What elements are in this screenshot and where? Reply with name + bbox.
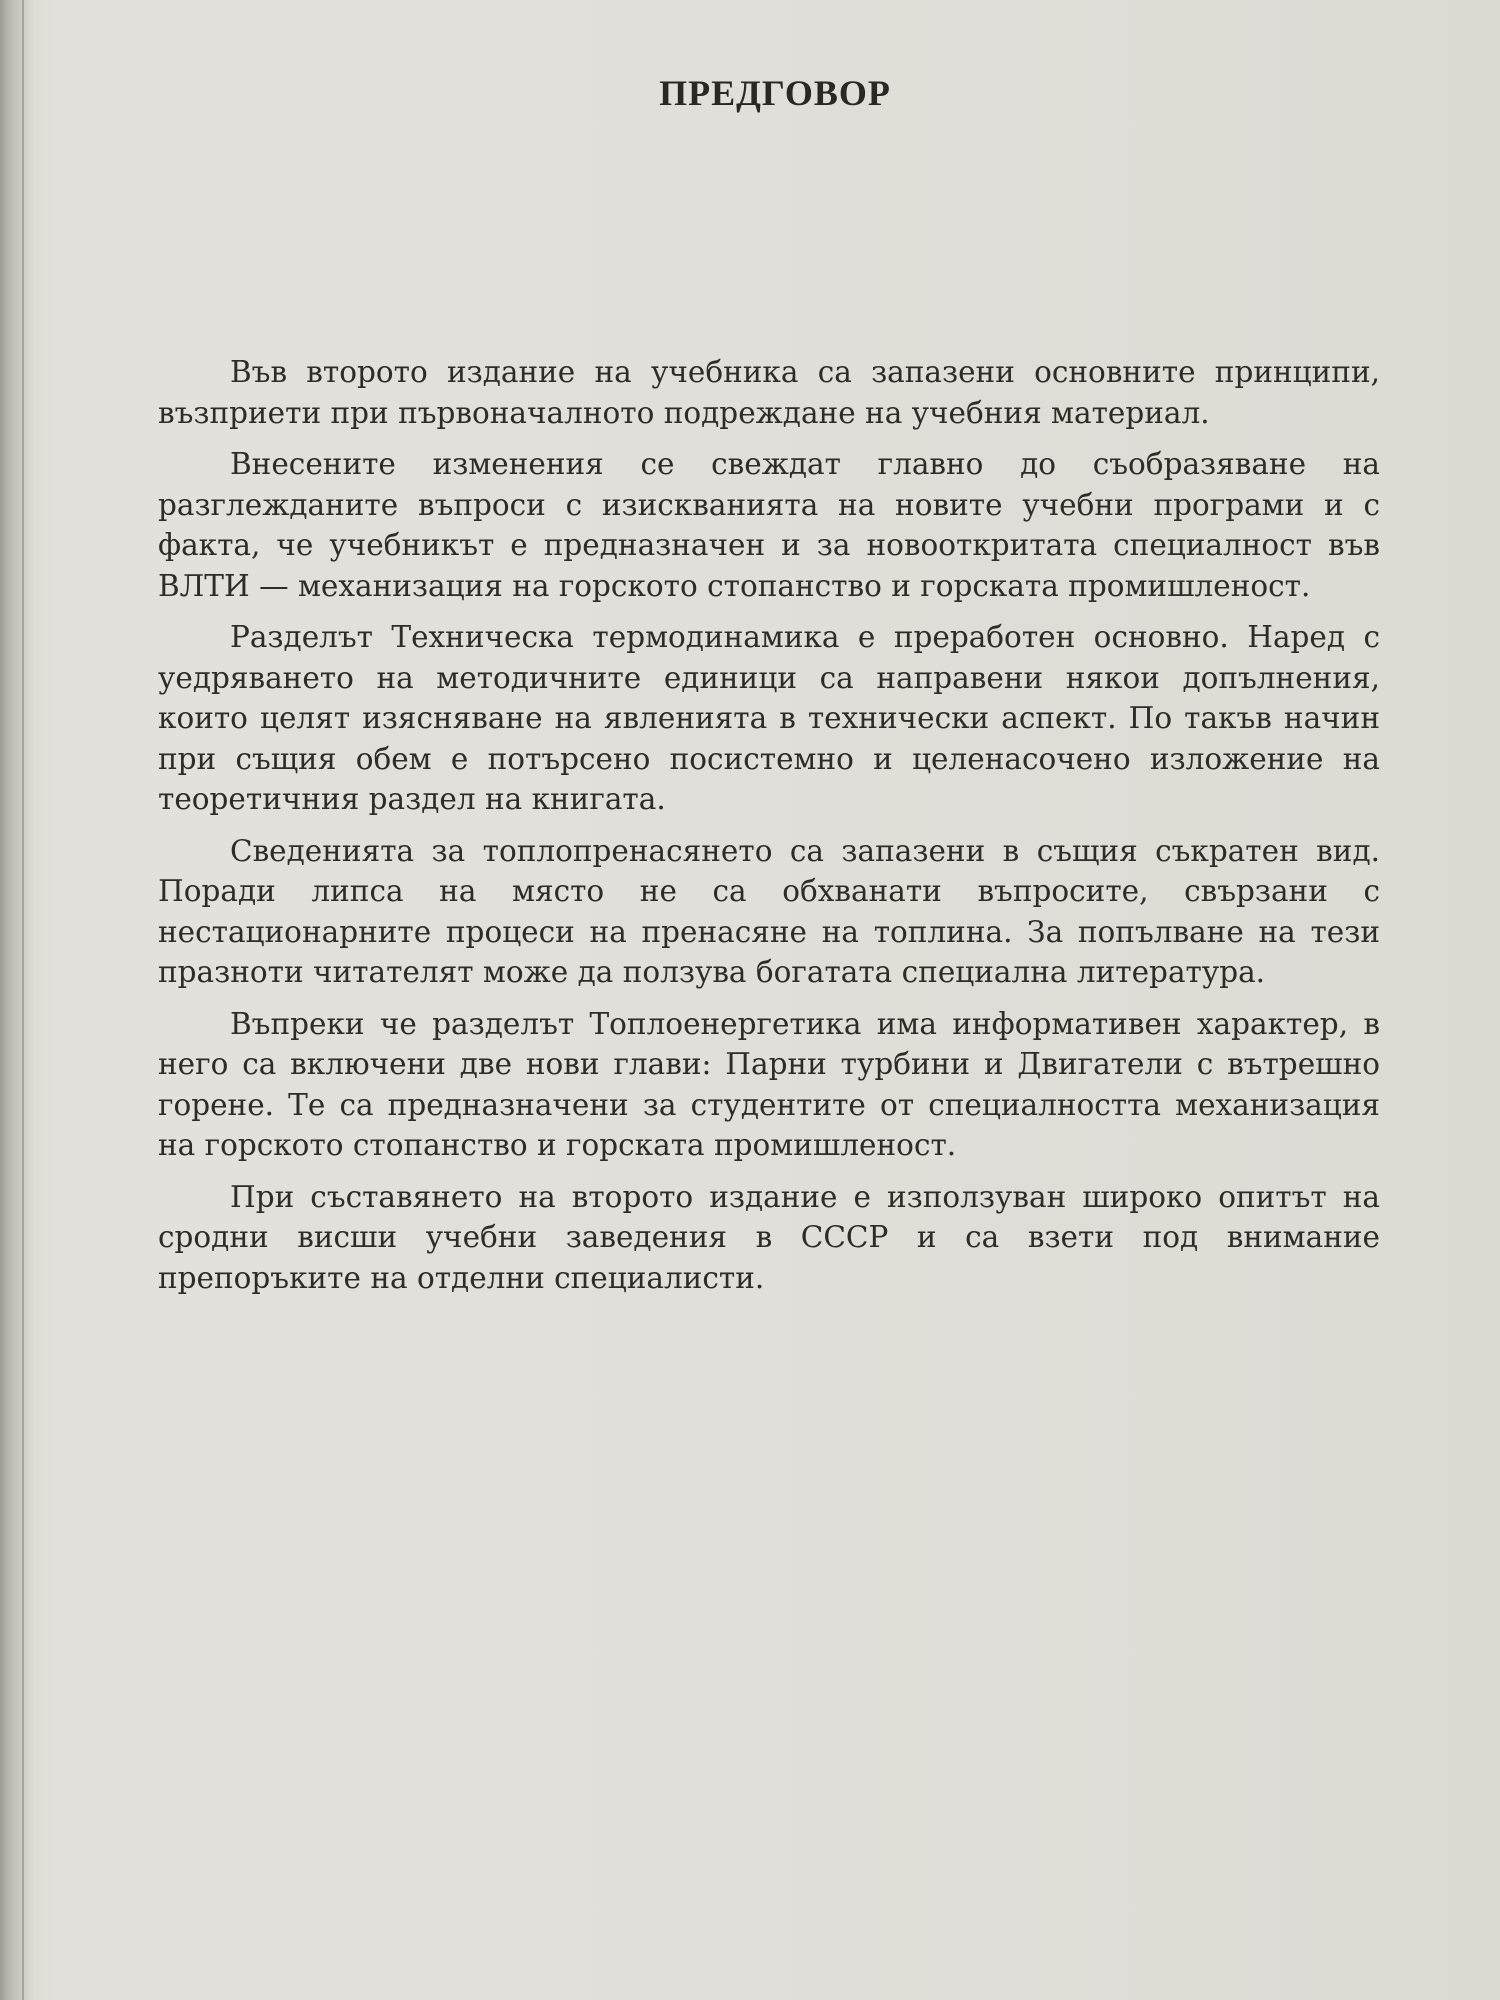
paragraph-6: При съставянето на второто издание е използуван широко опитът на сродни висши учебни заведения в СССР и са взети под внимание препоръките на отделни специалисти. — [158, 1179, 1380, 1295]
paragraph-1: Във второто издание на учебника са запазени основните принципи, възприети при първоначалното подреждане на учебния материал. — [158, 355, 1380, 430]
page-gutter-shadow — [0, 0, 34, 2000]
paragraph-3: Разделът Техническа термодинамика е преработен основно. Наред с уедряването на методичните единици са направени някои допълнения, които целят изясняване на явленията в технически аспект. По такъв начин при същия обем е потърсено посистемно и целенасочено изложение на теоретичния раздел на книгата. — [158, 620, 1380, 816]
body-text — [158, 352, 1380, 1309]
paragraph-4: Сведенията за топлопренасянето са запазени в същия съкратен вид. Поради липса на място не са обхванати въпросите, свързани с нестационарните процеси на пренасяне на топлина. За попълване на тези празноти читателят може да ползува богатата специална литература. — [158, 833, 1380, 989]
page-title: ПРЕДГОВОР — [659, 73, 891, 113]
paragraph-5: Въпреки че разделът Топлоенергетика има информативен характер, в него са включени две нови глави: Парни турбини и Двигатели с вътрешно горене. Те са предназначени за студентите от специалността механизация на горското стопанство и горската промишленост. — [158, 1006, 1380, 1162]
paragraph-2: Внесените изменения се свеждат главно до съобразяване на разглежданите въпроси с изискванията на новите учебни програми и с факта, че учебникът е предназначен и за новооткритата специалност във ВЛТИ — механизация на горското стопанство и горската промишленост. — [158, 447, 1380, 603]
page-gutter-edge — [22, 0, 24, 2000]
